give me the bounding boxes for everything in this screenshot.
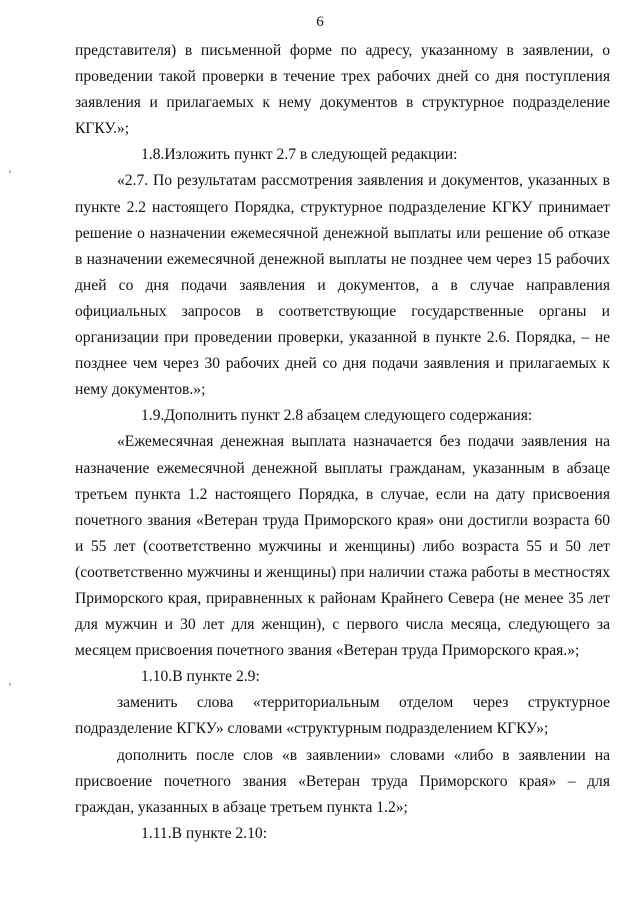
item-number: 1.10. [141, 668, 173, 686]
page-number: 6 [316, 14, 324, 30]
paragraph-item-1-10 [75, 664, 610, 690]
paragraph-text: «2.7. По результатам рассмотрения заявления и документов, указанных в пункте 2.2 настоящего Порядка, структурное подразделение КГКУ принимает решение о назначении ежемесячной денежной выплаты или решение об отказе в назначении ежемесячной денежной выплаты не позднее чем через 15 рабочих дней со дня подачи заявления и документов, а в случае направления официальных запросов в соответствующие государственные органы и организации при проведении проверки, указанной в пункте 2.6. Порядка, – не позднее чем через 30 рабочих дней со дня подачи заявления и прилагаемых к нему документов.»; [75, 172, 610, 399]
paragraph-item-1-11 [75, 821, 610, 847]
scan-artifact [9, 683, 11, 686]
item-number: 1.8. [141, 146, 165, 164]
paragraph-text: дополнить после слов «в заявлении» словами «либо в заявлении на присвоение почетного звания «Ветеран труда Приморского края» – для граждан, указанных в абзаце третьем пункта 1.2»; [75, 746, 610, 816]
scan-artifact [9, 170, 11, 173]
paragraph-quote-2-8 [75, 429, 610, 664]
paragraph-continuation [75, 38, 610, 142]
paragraph-text: представителя) в письменной форме по адресу, указанному в заявлении, о проведении такой проверки в течение трех рабочих дней со дня поступления заявления и прилагаемых к нему документов в структурное подразделение КГКУ.»; [75, 42, 610, 138]
paragraph-text: В пункте 2.10: [171, 824, 268, 842]
paragraph-text: заменить слова «территориальным отделом через структурное подразделение КГКУ» словами «структурным подразделением КГКУ»; [75, 694, 610, 738]
paragraph-quote-2-7 [75, 168, 610, 403]
paragraph-text: Дополнить пункт 2.8 абзацем следующего содержания: [164, 407, 533, 425]
document-body [75, 38, 610, 847]
paragraph-replace-words [75, 690, 610, 742]
paragraph-item-1-9 [75, 403, 610, 429]
paragraph-text: В пункте 2.9: [172, 668, 260, 686]
paragraph-text: «Ежемесячная денежная выплата назначается без подачи заявления на назначение ежемесячной денежной выплаты гражданам, указанным в абзаце третьем пункта 1.2 настоящего Порядка, в случае, если на дату присвоения почетного звания «Ветеран труда Приморского края» они достигли возраста 60 и 55 лет (соответственно мужчины и женщины) либо возраста 55 и 50 лет (соответственно мужчины и женщины) при наличии стажа работы в местностях Приморского края, приравненных к районам Крайнего Севера (не менее 35 лет для мужчин и 30 лет для женщин), с первого числа месяца, следующего за месяцем присвоения почетного звания «Ветеран труда Приморского края.»; [75, 433, 610, 660]
item-number: 1.9. [141, 407, 165, 425]
paragraph-add-words [75, 743, 610, 821]
item-number: 1.11. [141, 824, 172, 842]
paragraph-item-1-8 [75, 142, 610, 168]
paragraph-text: Изложить пункт 2.7 в следующей редакции: [164, 146, 458, 164]
